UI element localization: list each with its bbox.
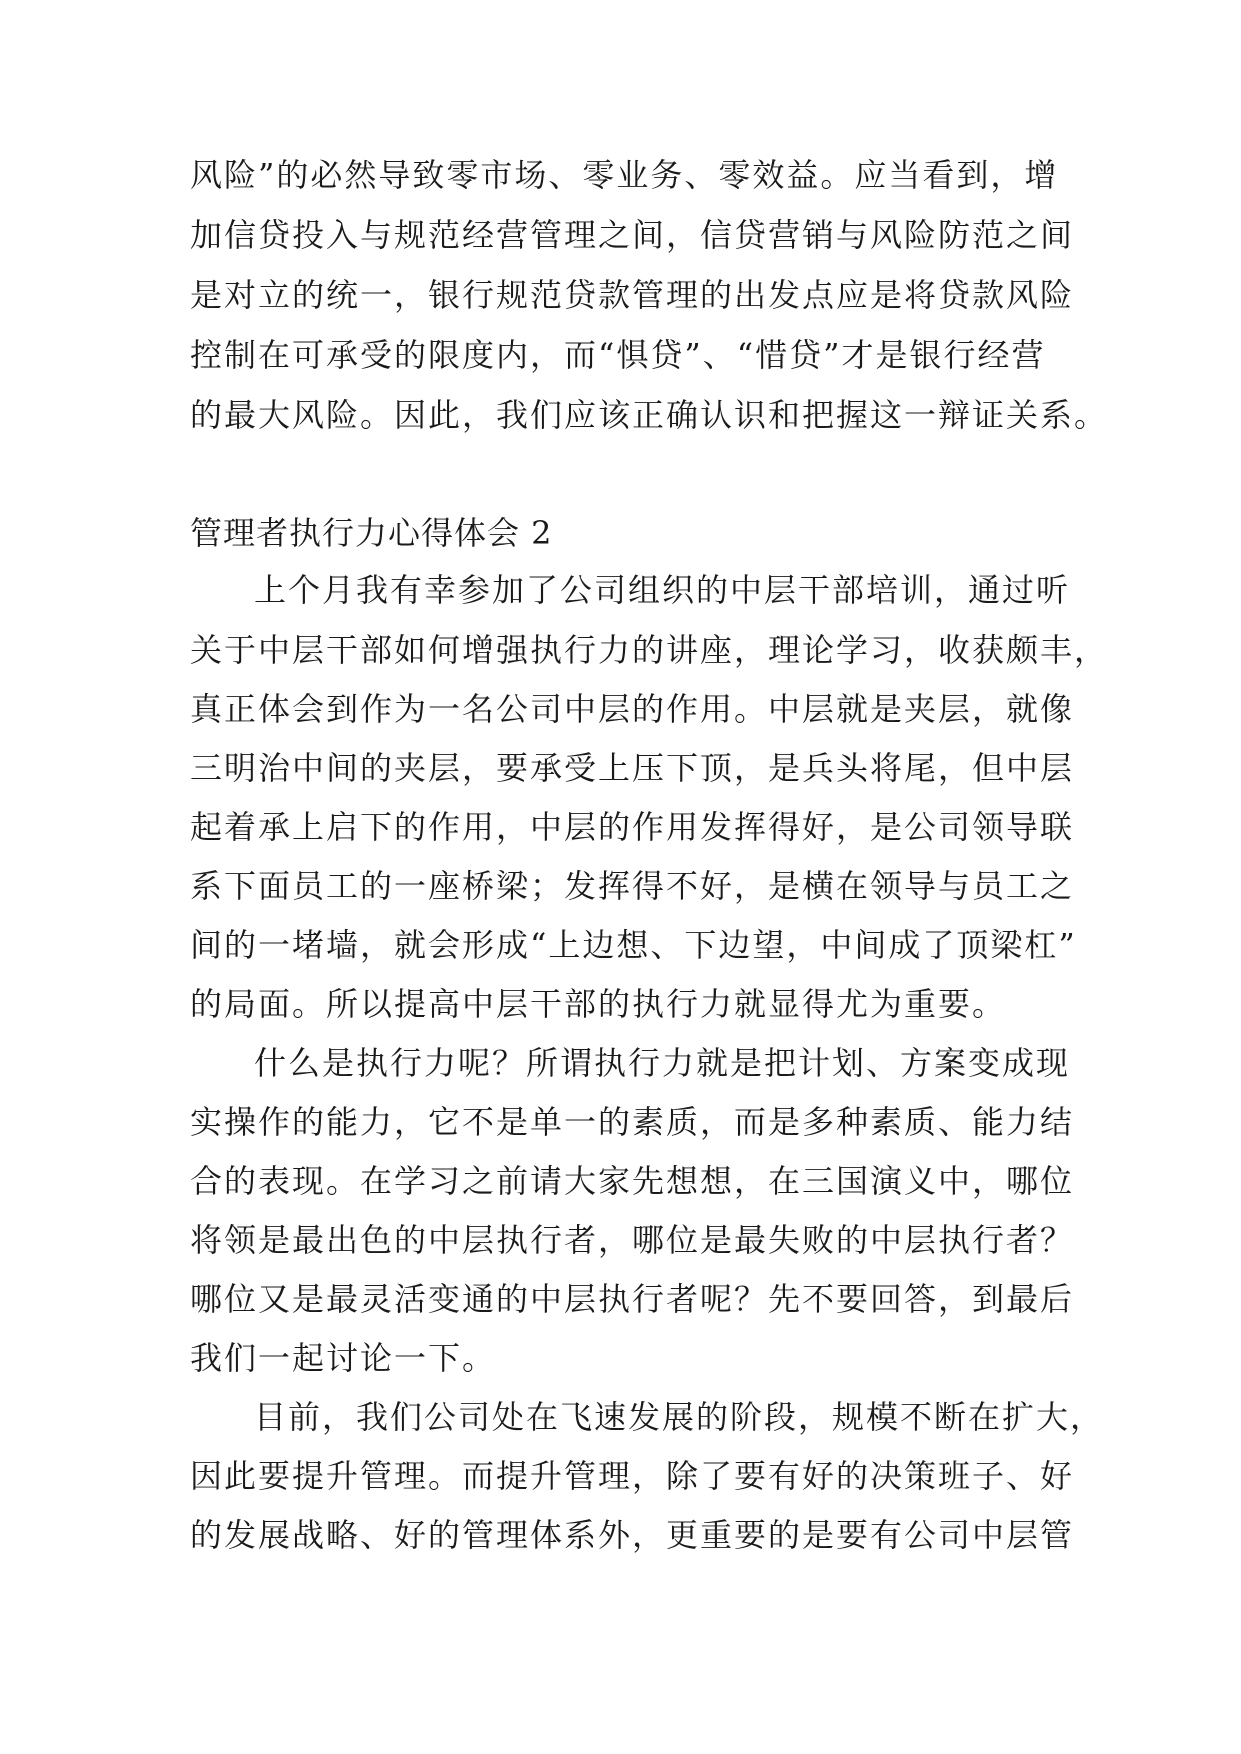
paragraph-line: 上个月我有幸参加了公司组织的中层干部培训，通过听	[254, 571, 1071, 609]
intro-line: 控制在可承受的限度内，而“惧贷”、“惜贷”才是银行经营	[190, 336, 1046, 374]
paragraph-line: 实操作的能力，它不是单一的素质，而是多种素质、能力结	[190, 1103, 1075, 1141]
paragraph-line: 起着承上启下的作用，中层的作用发挥得好，是公司领导联	[190, 808, 1075, 846]
intro-line: 是对立的统一，银行规范贷款管理的出发点应是将贷款风险	[190, 276, 1075, 314]
paragraph-line: 三明治中间的夹层，要承受上压下顶，是兵头将尾，但中层	[190, 749, 1075, 787]
intro-line: 风险”的必然导致零市场、零业务、零效益。应当看到，增	[190, 156, 1059, 194]
paragraph-line: 的发展战略、好的管理体系外，更重要的是要有公司中层管	[190, 1516, 1075, 1554]
paragraph-line: 哪位又是最灵活变通的中层执行者呢？先不要回答，到最后	[190, 1280, 1075, 1318]
paragraph-line: 将领是最出色的中层执行者，哪位是最失败的中层执行者？	[190, 1221, 1075, 1259]
paragraph-line: 的局面。所以提高中层干部的执行力就显得尤为重要。	[190, 985, 1007, 1023]
paragraph-line: 关于中层干部如何增强执行力的讲座，理论学习，收获颇丰，	[190, 631, 1109, 669]
paragraph-line: 因此要提升管理。而提升管理，除了要有好的决策班子、好	[190, 1457, 1075, 1495]
intro-line: 的最大风险。因此，我们应该正确认识和把握这一辩证关系。	[190, 396, 1109, 434]
paragraph-line: 什么是执行力呢？所谓执行力就是把计划、方案变成现	[254, 1044, 1071, 1082]
section-heading: 管理者执行力心得体会 2	[190, 514, 553, 552]
paragraph-line: 合的表现。在学习之前请大家先想想，在三国演义中，哪位	[190, 1162, 1075, 1200]
paragraph-line: 间的一堵墙，就会形成“上边想、下边望，中间成了顶梁杠”	[190, 926, 1077, 964]
paragraph-line: 目前，我们公司处在飞速发展的阶段，规模不断在扩大，	[254, 1398, 1105, 1436]
paragraph-line: 我们一起讨论一下。	[190, 1339, 497, 1377]
paragraph-line: 真正体会到作为一名公司中层的作用。中层就是夹层，就像	[190, 690, 1075, 728]
intro-line: 加信贷投入与规范经营管理之间，信贷营销与风险防范之间	[190, 216, 1075, 254]
paragraph-line: 系下面员工的一座桥梁；发挥得不好，是横在领导与员工之	[190, 867, 1075, 905]
